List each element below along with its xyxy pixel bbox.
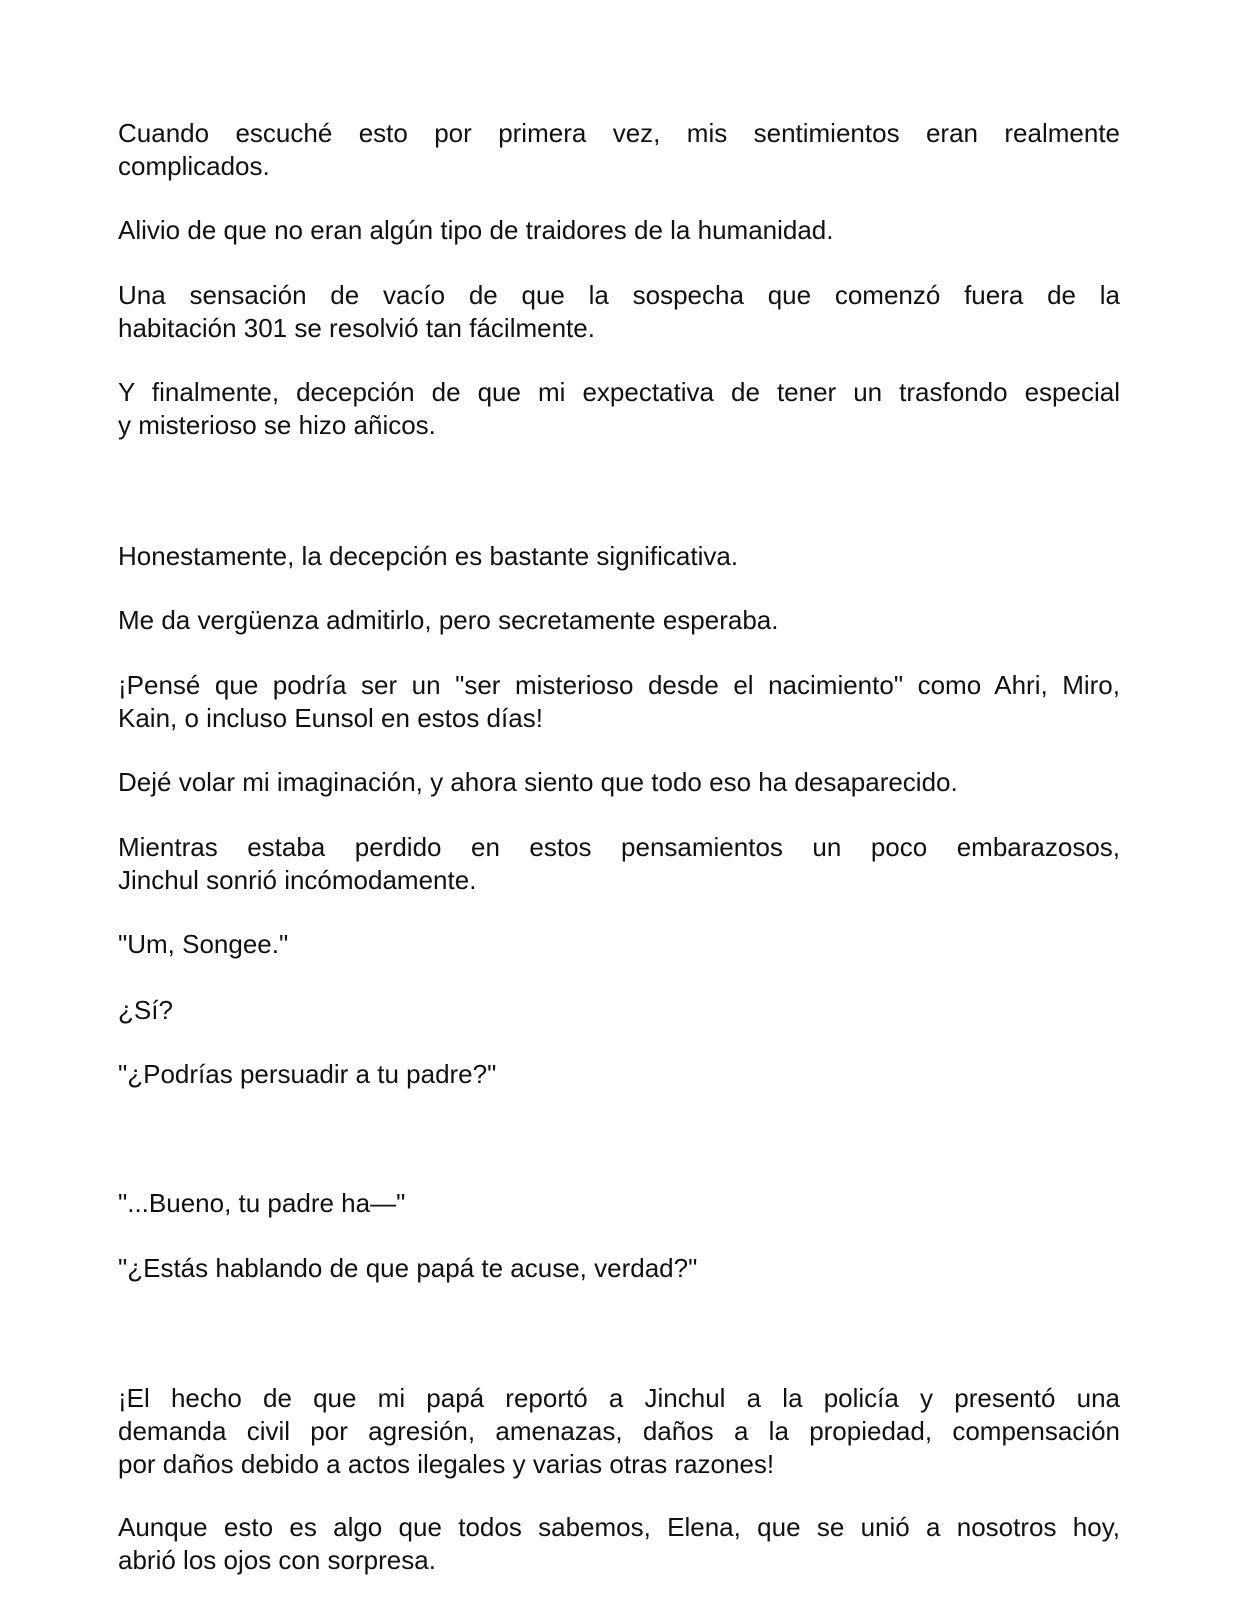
text-line: Alivio de que no eran algún tipo de traidores de la humanidad. [118,215,834,245]
text-line: Cuando escuché esto por primera vez, mis sentimientos eran realmente [118,118,1120,148]
paragraph [118,1511,1120,1577]
text-line: ¡Pensé que podría ser un "ser misterioso desde el nacimiento" como Ahri, Miro, [118,670,1120,700]
paragraph [118,279,1120,345]
paragraph [118,994,1120,1027]
text-line: abrió los ojos con sorpresa. [118,1545,436,1575]
text-line: complicados. [118,151,270,181]
text-line: Una sensación de vacío de que la sospecha que comenzó fuera de la [118,280,1120,310]
text-line: y misterioso se hizo añicos. [118,410,436,440]
paragraph [118,831,1120,897]
text-line: demanda civil por agresión, amenazas, daños a la propiedad, compensación [118,1416,1120,1446]
paragraph [118,1382,1120,1481]
paragraph [118,669,1120,735]
text-line: "¿Podrías persuadir a tu padre?" [118,1059,497,1089]
paragraph [118,1187,1120,1220]
paragraph [118,1252,1120,1285]
text-line: Aunque esto es algo que todos sabemos, Elena, que se unió a nosotros hoy, [118,1512,1120,1542]
text-line: Me da vergüenza admitirlo, pero secretamente esperaba. [118,605,779,635]
text-line: Honestamente, la decepción es bastante significativa. [118,541,739,571]
text-line: Kain, o incluso Eunsol en estos días! [118,703,543,733]
paragraph [118,214,1120,247]
text-line: Dejé volar mi imaginación, y ahora siento que todo eso ha desaparecido. [118,767,958,797]
paragraph [118,928,1120,961]
text-line: Y finalmente, decepción de que mi expectativa de tener un trasfondo especial [118,377,1120,407]
text-line: ¡El hecho de que mi papá reportó a Jinchul a la policía y presentó una [118,1383,1120,1413]
text-line: por daños debido a actos ilegales y varias otras razones! [118,1449,775,1479]
text-line: "Um, Songee." [118,929,289,959]
paragraph [118,604,1120,637]
text-line: Jinchul sonrió incómodamente. [118,865,477,895]
paragraph [118,540,1120,573]
text-line: Mientras estaba perdido en estos pensamientos un poco embarazosos, [118,832,1120,862]
paragraph [118,1058,1120,1091]
paragraph [118,766,1120,799]
text-line: "...Bueno, tu padre ha—" [118,1188,406,1218]
text-line: habitación 301 se resolvió tan fácilmente. [118,313,595,343]
paragraph [118,376,1120,442]
paragraph [118,117,1120,183]
text-line: "¿Estás hablando de que papá te acuse, verdad?" [118,1253,698,1283]
text-line: ¿Sí? [118,995,173,1025]
